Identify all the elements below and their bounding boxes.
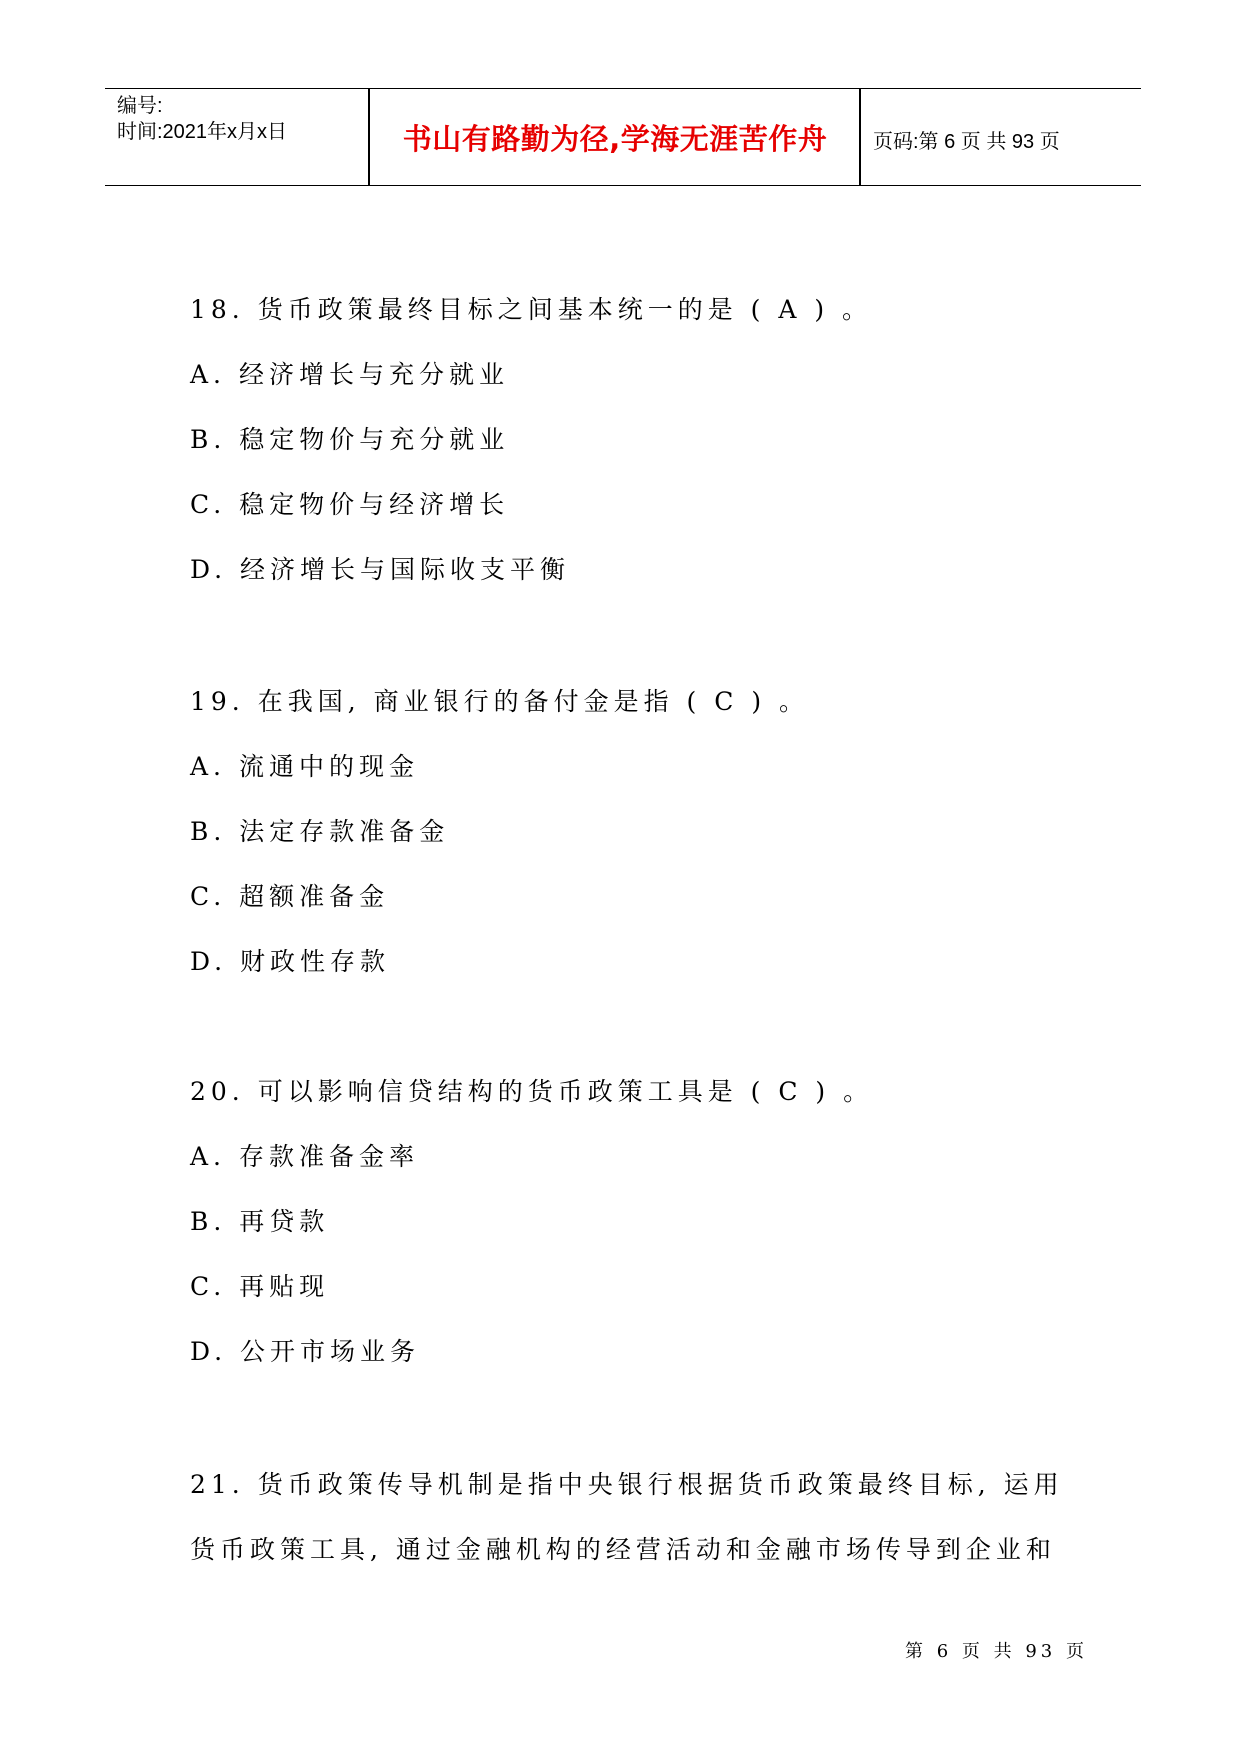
answer-option: C. 稳定物价与经济增长 — [190, 490, 510, 519]
document-time-label: 时间:2021年x月x日 — [117, 121, 288, 143]
answer-option: D. 经济增长与国际收支平衡 — [190, 555, 571, 584]
answer-option: B. 稳定物价与充分就业 — [190, 425, 510, 454]
answer-option: C. 超额准备金 — [190, 882, 390, 911]
document-number-label: 编号: — [117, 95, 163, 117]
page-header — [105, 88, 1141, 186]
question-stem: 18. 货币政策最终目标之间基本统一的是 ( A ) 。 — [190, 295, 873, 324]
header-motto: 书山有路勤为径,学海无涯苦作舟 — [402, 122, 828, 156]
page-footer: 第 6 页 共 93 页 — [905, 1641, 1088, 1662]
header-page-number: 页码:第 6 页 共 93 页 — [873, 131, 1060, 153]
header-divider — [368, 89, 370, 185]
answer-option: D. 公开市场业务 — [190, 1337, 421, 1366]
question-stem-line: 货币政策工具, 通过金融机构的经营活动和金融市场传导到企业和 — [190, 1535, 1056, 1564]
answer-option: A. 经济增长与充分就业 — [190, 360, 509, 389]
answer-option: A. 存款准备金率 — [190, 1142, 419, 1171]
answer-option: B. 法定存款准备金 — [190, 817, 450, 846]
question-stem: 19. 在我国, 商业银行的备付金是指 ( C ) 。 — [190, 687, 810, 716]
header-divider — [859, 89, 861, 185]
header-meta — [117, 93, 287, 145]
answer-option: B. 再贷款 — [190, 1207, 330, 1236]
answer-option: D. 财政性存款 — [190, 947, 391, 976]
question-stem: 20. 可以影响信贷结构的货币政策工具是 ( C ) 。 — [190, 1077, 874, 1106]
answer-option: C. 再贴现 — [190, 1272, 330, 1301]
question-stem-line: 21. 货币政策传导机制是指中央银行根据货币政策最终目标, 运用 — [190, 1470, 1064, 1499]
answer-option: A. 流通中的现金 — [190, 752, 419, 781]
